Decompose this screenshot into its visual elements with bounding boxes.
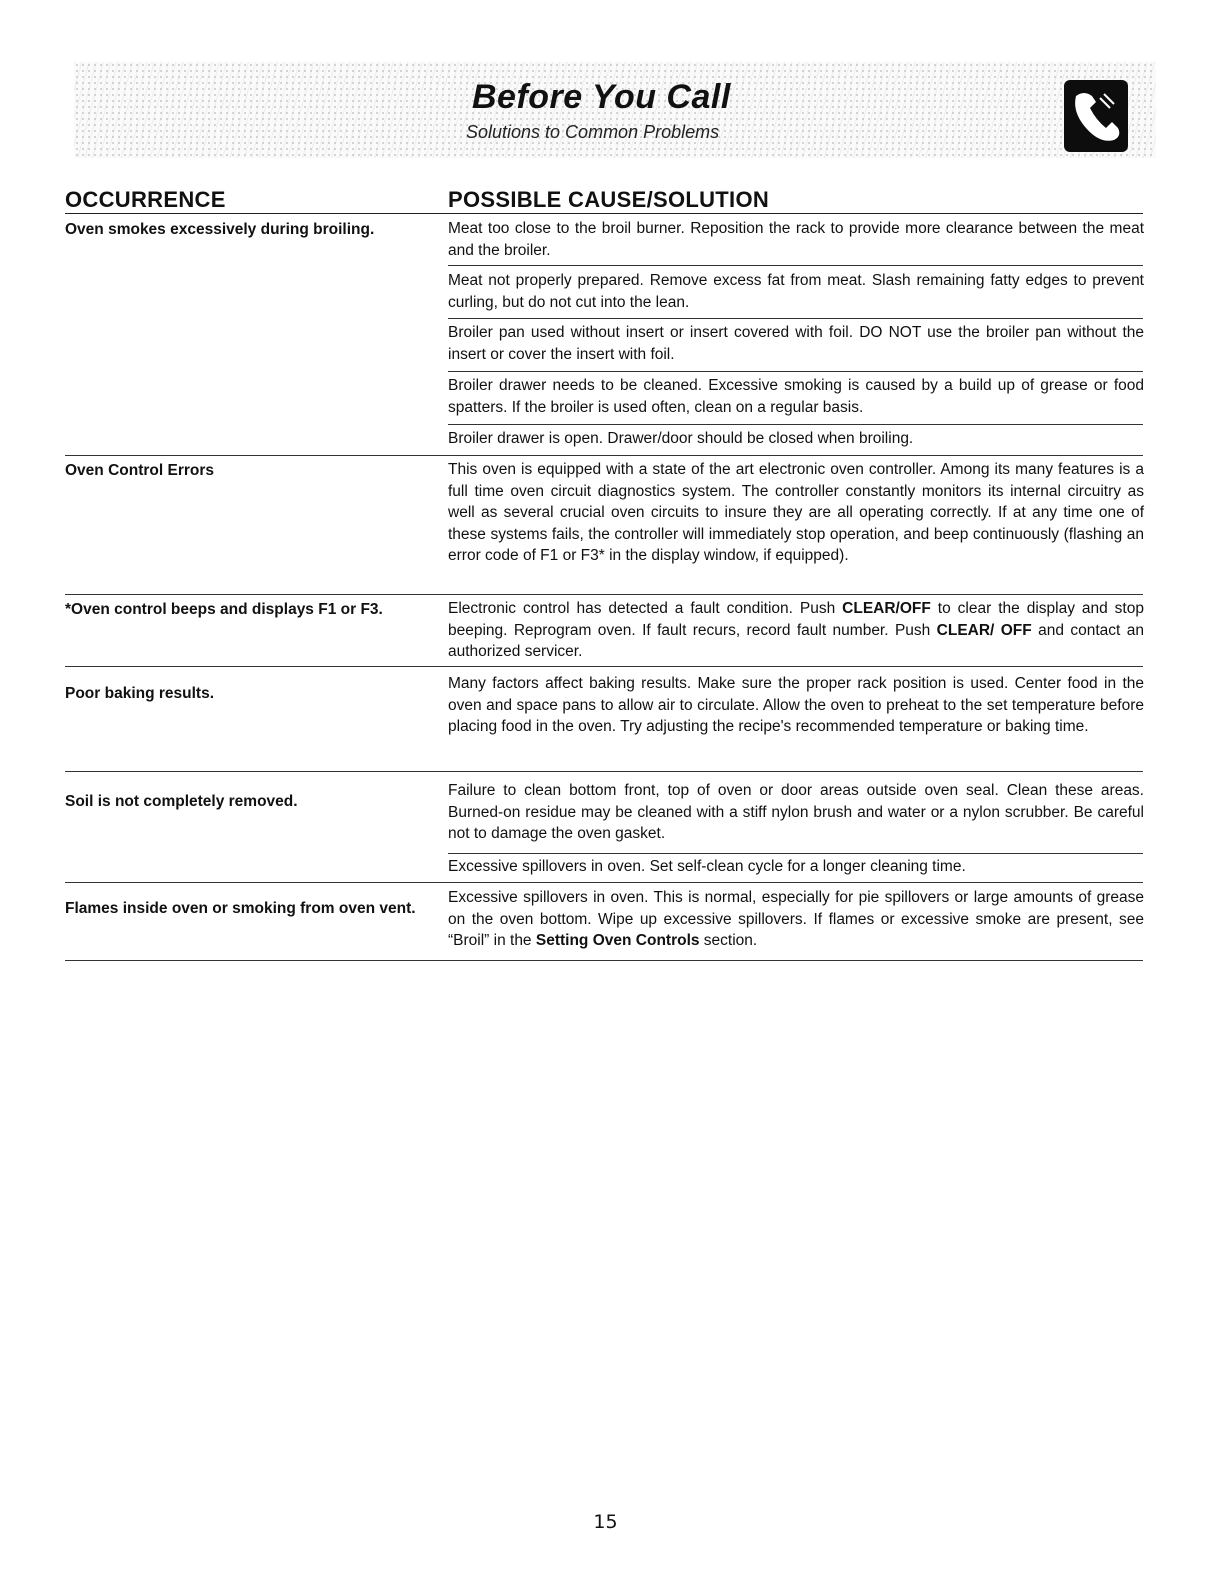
solution-text: Many factors affect baking results. Make sure the proper rack position is used. Center food in the oven and space pans to allow air to circulate. Allow the oven to preheat to the set temperature before placing food in the oven. Try adjusting the recipe's recommended temperature or baking time. [448, 675, 1144, 735]
solution-text: Excessive spillovers in oven. This is normal, especially for pie spillovers or large amounts of grease on the oven bottom. Wipe up excessive spillovers. If flames or excessive smoke are present, see “Broil” in the Setting Oven Controls section. [448, 889, 1144, 949]
row-divider [65, 455, 1143, 456]
solution-text: Electronic control has detected a fault condition. Push CLEAR/OFF to clear the display and stop beeping. Reprogram oven. If fault recurs, record fault number. Push CLEAR/ OFF and contact an authorized servicer. [448, 600, 1144, 660]
occurrence-label: Poor baking results. [65, 685, 215, 702]
solution-text: Failure to clean bottom front, top of oven or door areas outside oven seal. Clean these areas. Burned-on residue may be cleaned with a stiff nylon brush and water or a nylon scrubber. Be careful not to damage the oven gasket. [448, 782, 1144, 842]
row-divider [65, 771, 1143, 772]
solution-text: Meat too close to the broil burner. Reposition the rack to provide more clearance between the meat and the broiler. [448, 220, 1144, 259]
page-number: 15 [593, 1511, 618, 1533]
occurrence-label: Oven smokes excessively during broiling. [65, 221, 375, 238]
divider [448, 318, 1143, 319]
occurrence-label: *Oven control beeps and displays F1 or F3. [65, 601, 383, 618]
divider [448, 265, 1143, 266]
occurrence-column-header: OCCURRENCE [65, 187, 226, 212]
occurrence-label: Soil is not completely removed. [65, 793, 298, 810]
telephone-icon [1064, 80, 1128, 152]
page-subtitle: Solutions to Common Problems [466, 122, 720, 142]
row-divider [65, 594, 1143, 595]
row-divider [65, 666, 1143, 667]
solution-text: Excessive spillovers in oven. Set self-clean cycle for a longer cleaning time. [448, 858, 966, 875]
solution-text: Broiler drawer is open. Drawer/door should be closed when broiling. [448, 430, 914, 447]
solution-text: Meat not properly prepared. Remove excess fat from meat. Slash remaining fatty edges to prevent curling, but do not cut into the lean. [448, 272, 1144, 311]
solution-text: Broiler pan used without insert or insert covered with foil. DO NOT use the broiler pan without the insert or cover the insert with foil. [448, 324, 1144, 363]
solution-text: This oven is equipped with a state of the art electronic oven controller. Among its many features is a full time oven circuit diagnostics system. The controller constantly monitors its internal circuitry as well as several crucial oven circuits to insure they are all operating correctly. If at any time one of these systems fails, the controller will immediately stop operation, and beep continuously (flashing an error code of F1 or F3* in the display window, if equipped). [448, 461, 1144, 564]
occurrence-label: Oven Control Errors [65, 462, 214, 479]
cause-column-header: POSSIBLE CAUSE/SOLUTION [448, 187, 770, 212]
row-divider [65, 960, 1143, 961]
divider [448, 371, 1143, 372]
page-title: Before You Call [472, 78, 731, 116]
divider [448, 424, 1143, 425]
divider [448, 853, 1143, 854]
solution-text: Broiler drawer needs to be cleaned. Excessive smoking is caused by a build up of grease or food spatters. If the broiler is used often, clean on a regular basis. [448, 377, 1144, 416]
row-divider [65, 882, 1143, 883]
header-divider [65, 213, 1143, 214]
occurrence-label: Flames inside oven or smoking from oven vent. [65, 900, 416, 917]
